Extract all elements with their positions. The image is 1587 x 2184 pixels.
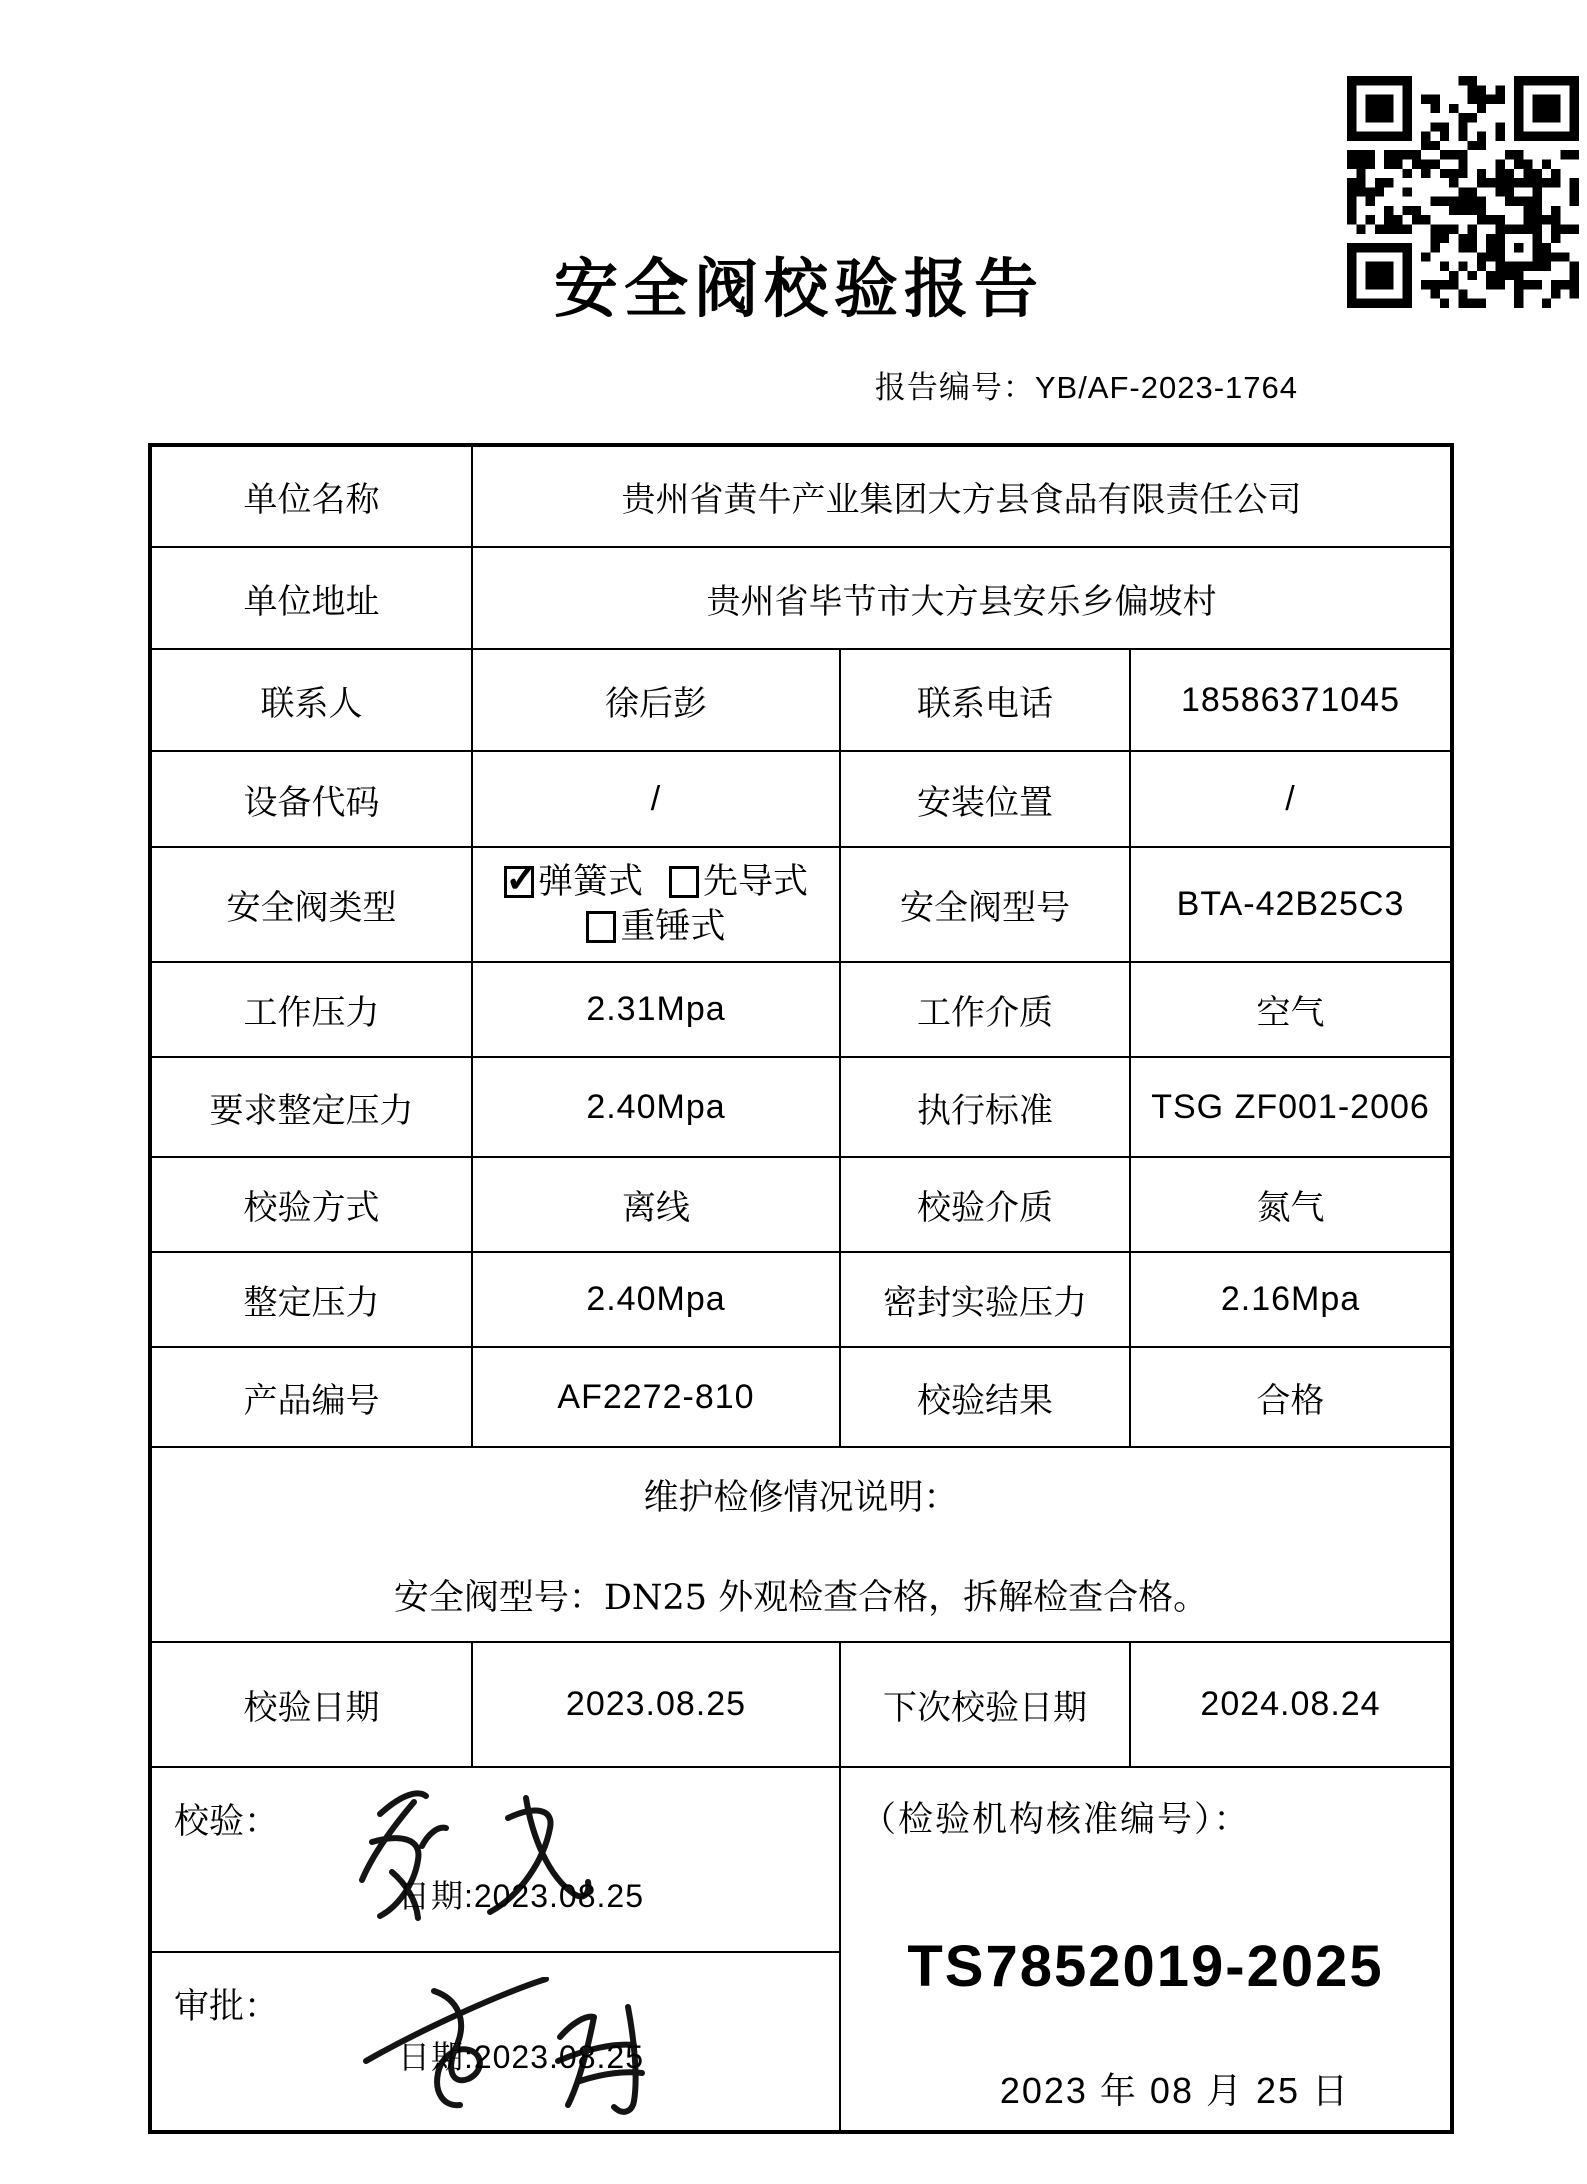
- device-code-label: 设备代码: [150, 751, 472, 847]
- phone-label: 联系电话: [840, 649, 1130, 751]
- valve-option-pilot-label: 先导式: [703, 861, 809, 902]
- calibration-sign-cell: [150, 1767, 840, 1952]
- report-number: [148, 362, 1450, 407]
- valve-option-weight: [586, 906, 726, 947]
- valve-model-label: 安全阀型号: [840, 847, 1130, 962]
- product-no-label: 产品编号: [150, 1347, 472, 1447]
- device-code-value: /: [472, 751, 840, 847]
- issue-date: 2023 年 08 月 25 日: [999, 2070, 1351, 2111]
- calib-medium-label: 校验介质: [840, 1157, 1130, 1252]
- valve-option-pilot: [669, 861, 809, 902]
- table-row: [150, 547, 1452, 649]
- document-title: 安全阀校验报告: [554, 252, 1044, 327]
- approval-label: 审批：: [174, 1987, 280, 2027]
- calib-medium-value: 氮气: [1130, 1157, 1452, 1252]
- seal-test-pressure-value: 2.16Mpa: [1130, 1252, 1452, 1347]
- valve-type-label: 安全阀类型: [150, 847, 472, 962]
- phone-value: 18586371045: [1130, 649, 1452, 751]
- work-pressure-label: 工作压力: [150, 962, 472, 1057]
- report-table: [148, 443, 1454, 2134]
- calib-date-label: 校验日期: [150, 1642, 472, 1767]
- address-value: 贵州省毕节市大方县安乐乡偏坡村: [472, 547, 1452, 649]
- table-row: [150, 1642, 1452, 1767]
- work-medium-label: 工作介质: [840, 962, 1130, 1057]
- install-position-value: /: [1130, 751, 1452, 847]
- calib-result-label: 校验结果: [840, 1347, 1130, 1447]
- next-calib-date-label: 下次校验日期: [840, 1642, 1130, 1767]
- set-pressure-label: 整定压力: [150, 1252, 472, 1347]
- set-pressure-value: 2.40Mpa: [472, 1252, 840, 1347]
- valve-model-value: BTA-42B25C3: [1130, 847, 1452, 962]
- report-number-value: YB/AF-2023-1764: [1034, 370, 1298, 405]
- install-position-label: 安装位置: [840, 751, 1130, 847]
- company-value: 贵州省黄牛产业集团大方县食品有限责任公司: [472, 445, 1452, 547]
- table-row: [150, 1447, 1452, 1642]
- contact-label: 联系人: [150, 649, 472, 751]
- qr-code: [1347, 76, 1579, 308]
- next-calib-date-value: 2024.08.24: [1130, 1642, 1452, 1767]
- valve-option-spring: [504, 861, 643, 902]
- table-row: [150, 1157, 1452, 1252]
- approval-date: 日期:2023.08.25: [397, 2039, 644, 2075]
- table-row: [150, 962, 1452, 1057]
- calib-result-value: 合格: [1130, 1347, 1452, 1447]
- required-set-pressure-value: 2.40Mpa: [472, 1057, 840, 1157]
- table-row: [150, 1347, 1452, 1447]
- company-label: 单位名称: [150, 445, 472, 547]
- work-pressure-value: 2.31Mpa: [472, 962, 840, 1057]
- table-row: [150, 751, 1452, 847]
- table-row: [150, 1252, 1452, 1347]
- valve-option-weight-label: 重锤式: [620, 906, 726, 947]
- address-label: 单位地址: [150, 547, 472, 649]
- seal-test-pressure-label: 密封实验压力: [840, 1252, 1130, 1347]
- maintenance-text: 安全阀型号：DN25 外观检查合格，拆解检查合格。: [393, 1577, 1209, 1618]
- valve-type-options: [472, 847, 840, 962]
- calib-method-label: 校验方式: [150, 1157, 472, 1252]
- maintenance-title: 维护检修情况说明：: [643, 1477, 959, 1518]
- required-set-pressure-label: 要求整定压力: [150, 1057, 472, 1157]
- valve-option-spring-label: 弹簧式: [537, 861, 643, 902]
- calibration-date: 日期:2023.08.25: [397, 1878, 644, 1914]
- work-medium-value: 空气: [1130, 962, 1452, 1057]
- checkbox-pilot[interactable]: [669, 866, 699, 898]
- standard-label: 执行标准: [840, 1057, 1130, 1157]
- standard-value: TSG ZF001-2006: [1130, 1057, 1452, 1157]
- org-code-label: （检验机构核准编号）：: [861, 1800, 1251, 1840]
- calib-method-value: 离线: [472, 1157, 840, 1252]
- table-row: [150, 445, 1452, 547]
- table-row: [150, 1057, 1452, 1157]
- approval-sign-cell: [150, 1952, 840, 2132]
- maintenance-cell: [150, 1447, 1452, 1642]
- checkbox-weight[interactable]: [586, 911, 616, 943]
- contact-value: 徐后彭: [472, 649, 840, 751]
- product-no-value: AF2272-810: [472, 1347, 840, 1447]
- checkbox-spring[interactable]: [504, 866, 534, 898]
- calibration-label: 校验：: [174, 1802, 280, 1842]
- org-code-value: TS7852019-2025: [907, 1934, 1384, 1999]
- table-row: [150, 847, 1452, 962]
- calib-date-value: 2023.08.25: [472, 1642, 840, 1767]
- org-approval-cell: [840, 1767, 1452, 2132]
- table-row: [150, 1767, 1452, 1952]
- report-number-label: 报告编号：: [874, 370, 1035, 405]
- table-row: [150, 649, 1452, 751]
